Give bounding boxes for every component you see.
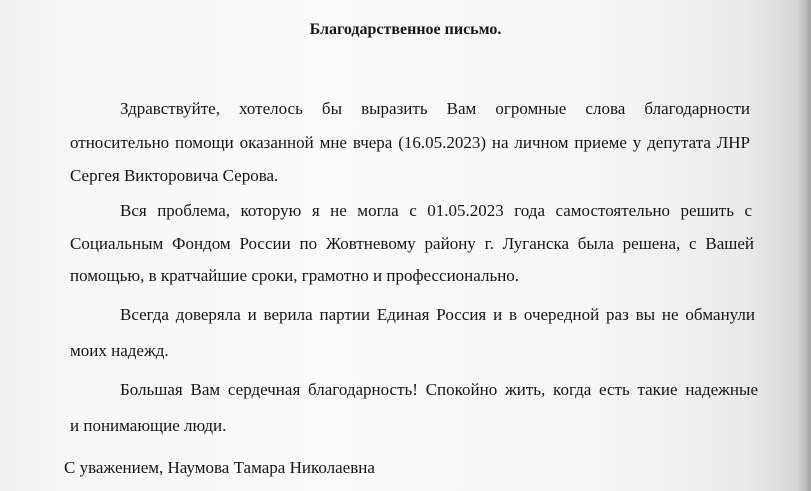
paragraph-1-line-2: относительно помощи оказанной мне вчера (16.05.2023) на личном приеме у депутата ЛНР xyxy=(70,133,750,152)
page-edge-shadow xyxy=(797,0,811,491)
paragraph-2-line-1: Вся проблема, которую я не могла с 01.05.2023 года самостоятельно решить с xyxy=(120,201,752,220)
paragraph-3-line-1: Всегда доверяла и верила партии Единая Россия и в очередной раз вы не обманули xyxy=(120,305,755,324)
paragraph-2-line-2: Социальным Фондом России по Жовтневому району г. Луганска была решена, с Вашей xyxy=(70,234,754,253)
paragraph-4-line-1: Большая Вам сердечная благодарность! Спокойно жить, когда есть такие надежные xyxy=(120,380,758,399)
signature-line: С уважением, Наумова Тамара Николаевна xyxy=(64,458,375,477)
paragraph-1-line-1: Здравствуйте, хотелось бы выразить Вам огромные слова благодарности xyxy=(120,99,750,118)
paragraph-1-line-3: Сергея Викторовича Серова. xyxy=(70,166,279,185)
paragraph-3-line-2: моих надежд. xyxy=(70,341,169,360)
letter-title: Благодарственное письмо. xyxy=(309,21,502,38)
paragraph-4-line-2: и понимающие люди. xyxy=(70,416,227,435)
paragraph-2-line-3: помощью, в кратчайшие сроки, грамотно и профессионально. xyxy=(70,266,520,285)
